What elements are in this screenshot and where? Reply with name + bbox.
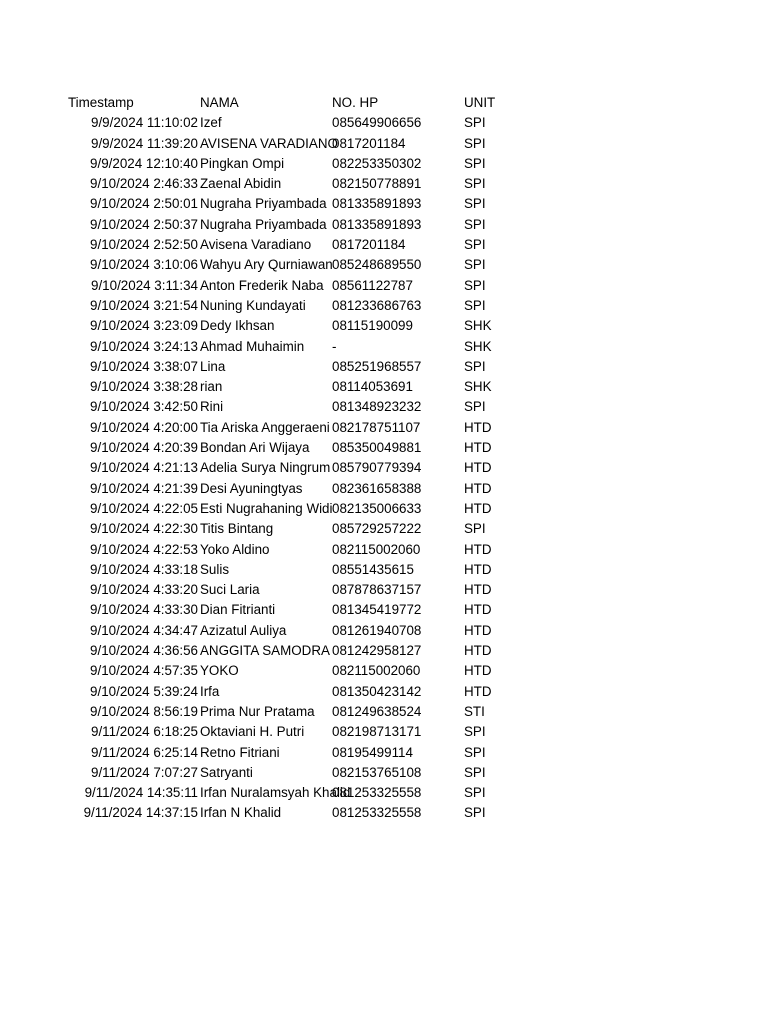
table-row (68, 174, 528, 194)
cell-no-hp: 082198713171 (332, 724, 422, 740)
cell-nama: Nuning Kundayati (200, 297, 306, 313)
table-row (68, 316, 528, 336)
cell-no-hp: 08115190099 (332, 318, 413, 334)
header-unit: UNIT (464, 95, 496, 110)
cell-no-hp: 085248689550 (332, 257, 422, 273)
cell-timestamp: 9/10/2024 4:33:18 (90, 561, 198, 577)
cell-unit: SPI (464, 764, 486, 780)
cell-no-hp: 081242958127 (332, 643, 422, 659)
cell-timestamp: 9/10/2024 3:11:34 (91, 277, 198, 293)
cell-unit: HTD (464, 480, 492, 496)
cell-timestamp: 9/10/2024 4:57:35 (90, 663, 198, 679)
cell-timestamp: 9/10/2024 2:46:33 (90, 176, 198, 192)
cell-unit: SPI (464, 277, 486, 293)
cell-timestamp: 9/11/2024 14:35:11 (84, 785, 198, 801)
cell-timestamp: 9/10/2024 8:56:19 (90, 703, 198, 719)
cell-no-hp: - (332, 338, 337, 354)
cell-timestamp: 9/10/2024 3:21:54 (90, 297, 198, 313)
cell-nama: YOKO (200, 663, 239, 679)
table-row (68, 296, 528, 316)
cell-nama: Satryanti (200, 764, 253, 780)
cell-nama: Izef (200, 115, 222, 131)
table-row (68, 134, 528, 154)
cell-unit: SHK (464, 318, 492, 334)
cell-no-hp: 08551435615 (332, 561, 414, 577)
table-row (68, 255, 528, 275)
cell-unit: SPI (464, 805, 486, 821)
cell-unit: SPI (464, 297, 486, 313)
cell-no-hp: 085649906656 (332, 115, 422, 131)
table-row (68, 154, 528, 174)
cell-nama: Esti Nugrahaning Widi (200, 500, 333, 516)
table-body (68, 113, 528, 823)
cell-unit: HTD (464, 440, 492, 456)
table-row (68, 276, 528, 296)
cell-unit: HTD (464, 643, 492, 659)
cell-nama: Zaenal Abidin (200, 176, 282, 192)
table-row (68, 235, 528, 255)
cell-no-hp: 085790779394 (332, 460, 422, 476)
cell-timestamp: 9/11/2024 6:25:14 (91, 744, 198, 760)
cell-nama: AVISENA VARADIANO (200, 135, 338, 151)
table-row (68, 702, 528, 722)
cell-timestamp: 9/9/2024 11:39:20 (91, 135, 198, 151)
cell-timestamp: 9/10/2024 4:21:13 (90, 460, 198, 476)
cell-nama: Titis Bintang (200, 521, 274, 537)
cell-no-hp: 0817201184 (332, 135, 406, 151)
cell-unit: SPI (464, 257, 486, 273)
cell-no-hp: 082178751107 (332, 419, 421, 435)
cell-no-hp: 082150778891 (332, 176, 422, 192)
cell-timestamp: 9/10/2024 3:24:13 (90, 338, 198, 354)
table-row (68, 499, 528, 519)
cell-timestamp: 9/10/2024 3:23:09 (90, 318, 198, 334)
cell-unit: SHK (464, 379, 492, 395)
table-row (68, 600, 528, 620)
cell-no-hp: 082115002060 (332, 663, 421, 679)
table-row (68, 621, 528, 641)
cell-timestamp: 9/10/2024 3:38:28 (90, 379, 198, 395)
cell-unit: SPI (464, 155, 486, 171)
table-row (68, 458, 528, 478)
cell-unit: SPI (464, 724, 486, 740)
table-row (68, 215, 528, 235)
cell-timestamp: 9/10/2024 4:22:05 (90, 500, 198, 516)
cell-nama: Ahmad Muhaimin (200, 338, 305, 354)
cell-timestamp: 9/11/2024 7:07:27 (91, 764, 198, 780)
table-row (68, 357, 528, 377)
data-table (68, 93, 528, 824)
cell-no-hp: 082135006633 (332, 500, 422, 516)
table-row (68, 641, 528, 661)
table-row (68, 743, 528, 763)
cell-timestamp: 9/11/2024 6:18:25 (91, 724, 198, 740)
table-row (68, 377, 528, 397)
cell-unit: SPI (464, 196, 486, 212)
cell-unit: SPI (464, 358, 486, 374)
cell-no-hp: 081261940708 (332, 622, 422, 638)
cell-nama: Adelia Surya Ningrum (200, 460, 331, 476)
cell-no-hp: 082153765108 (332, 764, 422, 780)
cell-nama: Avisena Varadiano (200, 237, 312, 253)
cell-nama: Prima Nur Pratama (200, 703, 315, 719)
cell-unit: SPI (464, 115, 486, 131)
cell-no-hp: 085350049881 (332, 440, 422, 456)
cell-nama: Wahyu Ary Qurniawan (200, 257, 333, 273)
cell-nama: Irfa (200, 683, 220, 699)
cell-timestamp: 9/10/2024 3:42:50 (90, 399, 198, 415)
cell-timestamp: 9/10/2024 4:20:39 (90, 440, 198, 456)
header-timestamp: Timestamp (68, 95, 134, 110)
cell-no-hp: 085729257222 (332, 521, 422, 537)
cell-no-hp: 082253350302 (332, 155, 422, 171)
cell-no-hp: 081335891893 (332, 196, 422, 212)
cell-no-hp: 08561122787 (332, 277, 413, 293)
cell-no-hp: 087878637157 (332, 582, 422, 598)
cell-no-hp: 081345419772 (332, 602, 422, 618)
cell-unit: SPI (464, 785, 486, 801)
cell-unit: SPI (464, 744, 486, 760)
cell-nama: Anton Frederik Naba (200, 277, 324, 293)
table-row (68, 540, 528, 560)
cell-timestamp: 9/10/2024 4:22:53 (90, 541, 198, 557)
cell-no-hp: 081350423142 (332, 683, 422, 699)
cell-unit: SPI (464, 176, 486, 192)
table-row (68, 113, 528, 133)
cell-unit: SPI (464, 521, 486, 537)
cell-nama: Retno Fitriani (200, 744, 280, 760)
cell-no-hp: 08114053691 (332, 379, 413, 395)
cell-timestamp: 9/11/2024 14:37:15 (83, 805, 198, 821)
table-row (68, 479, 528, 499)
header-row (68, 93, 528, 113)
cell-timestamp: 9/10/2024 5:39:24 (90, 683, 198, 699)
cell-nama: Irfan N Khalid (200, 805, 282, 821)
cell-no-hp: 081253325558 (332, 805, 422, 821)
cell-timestamp: 9/10/2024 4:21:39 (90, 480, 198, 496)
cell-unit: HTD (464, 561, 492, 577)
cell-unit: HTD (464, 683, 492, 699)
cell-nama: Bondan Ari Wijaya (200, 440, 310, 456)
cell-unit: SHK (464, 338, 492, 354)
cell-timestamp: 9/9/2024 12:10:40 (90, 155, 198, 171)
cell-unit: HTD (464, 663, 492, 679)
table-row (68, 682, 528, 702)
cell-timestamp: 9/10/2024 3:10:06 (90, 257, 198, 273)
cell-timestamp: 9/10/2024 4:34:47 (90, 622, 198, 638)
cell-timestamp: 9/10/2024 2:50:37 (90, 216, 198, 232)
cell-unit: HTD (464, 541, 492, 557)
cell-timestamp: 9/10/2024 4:36:56 (90, 643, 198, 659)
cell-unit: HTD (464, 460, 492, 476)
cell-timestamp: 9/10/2024 4:33:20 (90, 582, 198, 598)
cell-timestamp: 9/10/2024 4:33:30 (90, 602, 198, 618)
cell-nama: Pingkan Ompi (200, 155, 285, 171)
header-no-hp: NO. HP (332, 95, 379, 110)
cell-no-hp: 082115002060 (332, 541, 421, 557)
cell-unit: STI (464, 703, 485, 719)
cell-unit: HTD (464, 602, 492, 618)
table-row (68, 337, 528, 357)
cell-unit: SPI (464, 216, 486, 232)
table-row (68, 194, 528, 214)
table-row (68, 580, 528, 600)
cell-nama: Rini (200, 399, 224, 415)
cell-no-hp: 0817201184 (332, 237, 406, 253)
table-row (68, 722, 528, 742)
cell-no-hp: 081253325558 (332, 785, 422, 801)
table-row (68, 763, 528, 783)
cell-no-hp: 082361658388 (332, 480, 422, 496)
cell-timestamp: 9/10/2024 4:20:00 (90, 419, 198, 435)
cell-timestamp: 9/10/2024 2:50:01 (90, 196, 198, 212)
cell-timestamp: 9/10/2024 3:38:07 (90, 358, 198, 374)
cell-nama: Tia Ariska Anggeraeni (200, 419, 330, 435)
cell-timestamp: 9/10/2024 2:52:50 (90, 237, 198, 253)
cell-timestamp: 9/10/2024 4:22:30 (90, 521, 198, 537)
cell-no-hp: 08195499114 (332, 744, 413, 760)
cell-no-hp: 085251968557 (332, 358, 422, 374)
cell-no-hp: 081335891893 (332, 216, 422, 232)
table-row (68, 519, 528, 539)
cell-unit: SPI (464, 237, 486, 253)
cell-unit: SPI (464, 399, 486, 415)
cell-unit: HTD (464, 582, 492, 598)
cell-unit: HTD (464, 500, 492, 516)
cell-no-hp: 081233686763 (332, 297, 422, 313)
table-row (68, 438, 528, 458)
cell-nama: ANGGITA SAMODRA (200, 643, 330, 659)
cell-nama: Suci Laria (200, 582, 260, 598)
cell-nama: Dian Fitrianti (200, 602, 276, 618)
header-nama: NAMA (200, 95, 239, 110)
cell-nama: Dedy Ikhsan (200, 318, 275, 334)
table-row (68, 783, 528, 803)
cell-nama: Azizatul Auliya (200, 622, 287, 638)
cell-nama: rian (200, 379, 223, 395)
table-row (68, 661, 528, 681)
cell-nama: Nugraha Priyambada (200, 216, 327, 232)
cell-timestamp: 9/9/2024 11:10:02 (91, 115, 198, 131)
cell-nama: Sulis (200, 561, 230, 577)
cell-nama: Oktaviani H. Putri (200, 724, 305, 740)
cell-unit: HTD (464, 622, 492, 638)
table-row (68, 560, 528, 580)
cell-nama: Desi Ayuningtyas (200, 480, 303, 496)
table-row (68, 418, 528, 438)
table-row (68, 803, 528, 823)
table-row (68, 397, 528, 417)
cell-nama: Yoko Aldino (200, 541, 270, 557)
cell-nama: Lina (200, 358, 226, 374)
cell-nama: Irfan Nuralamsyah Khalid (200, 785, 351, 801)
cell-no-hp: 081249638524 (332, 703, 422, 719)
cell-unit: HTD (464, 419, 492, 435)
cell-unit: SPI (464, 135, 486, 151)
cell-no-hp: 081348923232 (332, 399, 422, 415)
cell-nama: Nugraha Priyambada (200, 196, 327, 212)
